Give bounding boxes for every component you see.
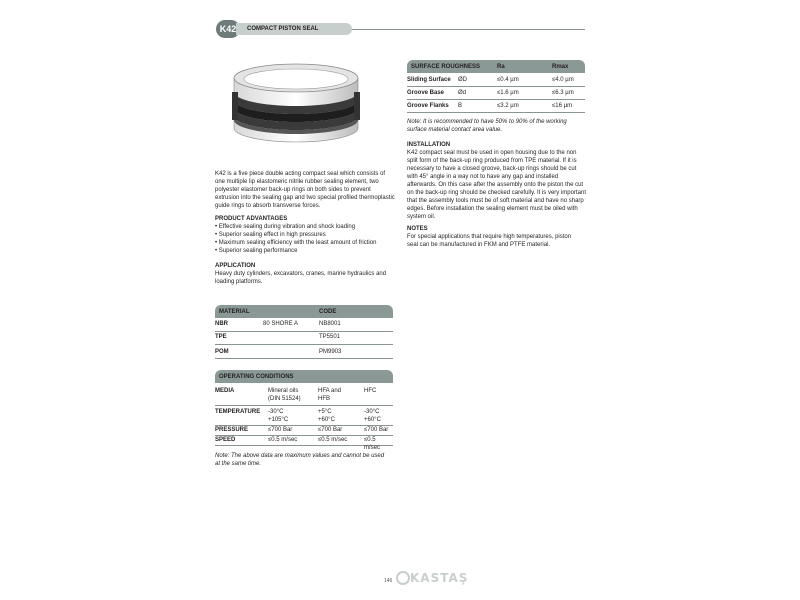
cell-value: -30°C +105°C	[268, 409, 289, 423]
row-label: PRESSURE	[215, 427, 249, 433]
installation-heading: INSTALLATION	[407, 142, 451, 148]
material-name: POM	[215, 349, 229, 355]
table-row	[215, 344, 393, 359]
brand-logo-icon	[396, 571, 410, 585]
surface-roughness-table	[407, 60, 585, 114]
header-divider	[352, 29, 585, 30]
cell-value: +5°C +60°C	[318, 409, 335, 423]
list-item: • Superior sealing performance	[215, 247, 400, 255]
notes-text: For special applications that require high temperatures, piston seal can be manufactured in FKM and PTFE material.	[407, 234, 572, 248]
advantages-list	[215, 223, 400, 255]
column-header: Ra	[497, 64, 505, 70]
table-row	[215, 318, 393, 332]
list-item: • Superior sealing effect in high pressures	[215, 231, 400, 239]
product-code-badge: K42	[216, 20, 240, 38]
page-title: COMPACT PISTON SEAL	[247, 26, 319, 32]
operating-conditions-table	[215, 370, 393, 451]
column-header: MATERIAL	[219, 309, 250, 315]
cell-value: ≤0.4 µm	[497, 77, 519, 83]
cell-value: ≤3.2 µm	[497, 103, 519, 109]
product-description: K42 is a five piece double acting compact seal which consists of one multiple lip elastomeric nitrile rubber sealing element, two polyester elastomer back-up rings on both sides to prevent extrusion into the sealing gap and two special profiled thermoplastic guide rings to absorb transverse forces.	[215, 171, 395, 209]
media-value: HFC	[364, 388, 377, 394]
roughness-table-header	[407, 60, 585, 73]
roughness-note: Note: It is recommended to have 50% to 90% of the working surface material contact area value.	[407, 119, 567, 133]
advantages-heading: PRODUCT ADVANTAGES	[215, 216, 288, 222]
cell-value: ≤6.3 µm	[552, 90, 574, 96]
list-item: • Maximum sealing efficiency with the least amount of friction	[215, 239, 400, 247]
cell-value: ≤700 Bar	[318, 427, 343, 433]
media-value: Mineral oils (DIN 51524)	[268, 388, 301, 402]
cell-value: ≤0.5 m/sec	[268, 437, 298, 443]
installation-text: K42 compact seal must be used in open housing due to the non split form of the back-up ring produced from TPE material. If it is necessary to have a closed groove, back-up rings should be cut with 45° angle in a way not to have any gap and installed afterwards. On this case after the assembly onto the piston the cut on the back-up ring should be checked carefully. It is very important that the assembly tools must be of soft material and have no sharp edges. Before installation the sealing element must be oiled with system oil.	[407, 150, 586, 220]
row-label: MEDIA	[215, 388, 235, 394]
row-label: SPEED	[215, 437, 236, 443]
application-text: Heavy duty cylinders, excavators, cranes, marine hydraulics and loading platforms.	[215, 271, 387, 285]
material-code: TP5501	[319, 334, 341, 340]
cell-symbol: ØD	[458, 77, 467, 83]
cell-value: ≤700 Bar	[364, 427, 389, 433]
material-code: NB8001	[319, 321, 341, 327]
notes-heading: NOTES	[407, 226, 428, 232]
column-header: SURFACE ROUGHNESS	[411, 64, 481, 70]
material-table	[215, 305, 393, 360]
table-row	[215, 435, 393, 451]
material-code: PM9903	[319, 349, 342, 355]
cell-value: -30°C +60°C	[364, 409, 381, 423]
cell-value: ≤700 Bar	[268, 427, 293, 433]
row-label: Groove Flanks	[407, 103, 449, 109]
cell-value: ≤1.6 µm	[497, 90, 519, 96]
row-label: Groove Base	[407, 90, 445, 96]
cell-symbol: Ød	[458, 90, 467, 96]
table-row	[215, 405, 393, 426]
cell-value: ≤0.5 m/sec	[318, 437, 348, 443]
seal-product-image	[222, 58, 370, 150]
cell-value: ≤4.0 µm	[552, 77, 574, 83]
operating-note: Note: The above data are maximum values and cannot be used at the same time.	[215, 453, 385, 467]
column-header: Rmax	[552, 64, 569, 70]
application-heading: APPLICATION	[215, 263, 256, 269]
cell-symbol: B	[458, 103, 463, 109]
column-header: CODE	[319, 309, 337, 315]
material-name: NBR	[215, 321, 228, 327]
table-row	[407, 86, 585, 100]
row-label: Sliding Surface	[407, 77, 451, 83]
table-row	[407, 73, 585, 87]
list-item: • Effective sealing during vibration and shock loading	[215, 223, 400, 231]
material-table-header	[215, 305, 393, 318]
table-title: OPERATING CONDITIONS	[219, 374, 294, 380]
cell-value: ≤16 µm	[552, 103, 573, 109]
operating-table-header	[215, 370, 393, 383]
brand-logo: KASTAŞ	[410, 571, 469, 585]
table-row	[215, 331, 393, 345]
table-row	[407, 99, 585, 113]
media-value: HFA and HFB	[318, 388, 342, 402]
material-spec: 80 SHORE A	[263, 321, 299, 327]
page-number: 146	[384, 578, 393, 584]
table-row	[215, 383, 393, 406]
row-label: TEMPERATURE	[215, 409, 261, 415]
material-name: TPE	[215, 334, 227, 340]
cell-value: ≤0.5 m/sec	[364, 437, 381, 451]
